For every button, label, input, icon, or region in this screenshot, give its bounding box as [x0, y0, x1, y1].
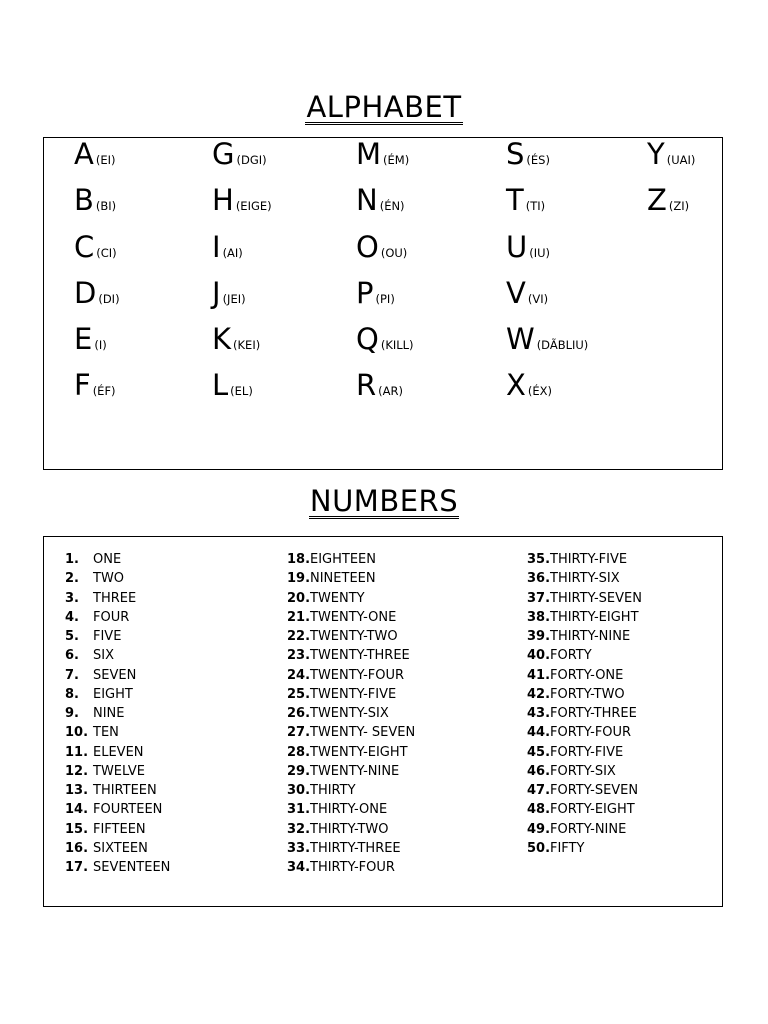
number-digit: 44. [527, 725, 551, 741]
letter-pronunciation: (ÉX) [527, 384, 552, 398]
number-word: NINE [93, 706, 125, 721]
letter-entry [647, 184, 689, 216]
numbers-column-2 [287, 550, 415, 877]
number-word: THIRTY-TWO [310, 821, 389, 837]
number-digit: 7. [65, 667, 79, 683]
number-word: TEN [93, 725, 119, 741]
letter-entry [212, 277, 246, 309]
letter-glyph: X [506, 368, 526, 402]
letter-glyph: B [74, 183, 94, 217]
letter-pronunciation: (ÉS) [526, 153, 550, 167]
letter-pronunciation: (PI) [375, 292, 395, 306]
number-word: SEVEN [93, 667, 137, 683]
number-word: FOURTEEN [93, 802, 163, 818]
letter-entry [506, 277, 548, 309]
alphabet-box [43, 137, 723, 470]
number-digit: 26. [287, 706, 311, 721]
number-digit: 31. [287, 802, 311, 818]
number-word: TWENTY-FOUR [310, 667, 405, 683]
number-item [65, 589, 170, 608]
letter-pronunciation: (BI) [95, 199, 117, 213]
number-digit: 19. [287, 571, 311, 587]
number-digit: 27. [287, 725, 311, 741]
number-item [65, 743, 170, 762]
letter-entry [356, 323, 414, 355]
letter-pronunciation: (EI) [95, 153, 116, 167]
number-digit: 13. [65, 783, 89, 798]
number-digit: 25. [287, 686, 311, 702]
number-digit: 32. [287, 821, 311, 837]
letter-glyph: P [356, 276, 374, 310]
number-digit: 14. [65, 802, 89, 818]
number-item [287, 627, 415, 646]
letter-entry [506, 231, 550, 263]
number-word: TWENTY-FIVE [310, 686, 397, 702]
letter-glyph: I [212, 230, 221, 264]
number-word: TWENTY-TWO [310, 629, 398, 644]
number-digit: 47. [527, 783, 551, 798]
number-item [287, 589, 415, 608]
number-item [527, 666, 642, 685]
numbers-column-3 [527, 550, 642, 858]
numbers-column-1 [65, 550, 170, 877]
number-digit: 41. [527, 667, 551, 683]
number-word: TWENTY-THREE [310, 648, 410, 664]
number-digit: 21. [287, 609, 311, 625]
letter-glyph: D [74, 276, 97, 310]
number-item [287, 550, 415, 569]
number-word: THIRTY-ONE [310, 802, 388, 818]
number-digit: 42. [527, 686, 551, 702]
letter-entry [212, 231, 243, 263]
number-item [65, 550, 170, 569]
number-word: EIGHTEEN [310, 552, 376, 567]
number-digit: 45. [527, 744, 551, 760]
number-word: FORTY-FIVE [550, 744, 624, 760]
letter-entry [647, 138, 695, 170]
letter-entry [74, 369, 116, 401]
number-item [527, 550, 642, 569]
number-word: TWELVE [93, 763, 145, 779]
number-digit: 23. [287, 648, 311, 664]
number-digit: 3. [65, 590, 79, 606]
number-item [287, 820, 415, 839]
number-item [65, 569, 170, 588]
number-word: FORTY-SIX [550, 763, 616, 779]
letter-pronunciation: (ÉF) [92, 384, 116, 398]
letter-pronunciation: (CI) [96, 246, 117, 260]
letter-glyph: F [74, 368, 91, 402]
number-item [287, 839, 415, 858]
number-word: NINETEEN [310, 571, 376, 587]
number-digit: 1. [65, 552, 79, 567]
number-word: EIGHT [93, 686, 133, 702]
letter-glyph: L [212, 368, 229, 402]
number-digit: 30. [287, 783, 311, 798]
number-item [527, 762, 642, 781]
number-item [287, 704, 415, 723]
number-item [65, 666, 170, 685]
letter-entry [356, 277, 395, 309]
number-item [65, 685, 170, 704]
letter-glyph: Z [647, 183, 667, 217]
letter-glyph: T [506, 183, 524, 217]
letter-pronunciation: (UAI) [666, 153, 696, 167]
number-word: TWENTY- SEVEN [310, 725, 416, 741]
number-word: FIVE [93, 629, 122, 644]
number-digit: 18. [287, 552, 311, 567]
number-item [287, 743, 415, 762]
number-digit: 12. [65, 763, 89, 779]
letter-pronunciation: (DÃBLIU) [536, 338, 589, 352]
number-word: THIRTY-NINE [550, 629, 631, 644]
letter-entry [356, 184, 405, 216]
number-item [287, 762, 415, 781]
letter-glyph: Y [647, 137, 665, 171]
letter-entry [74, 231, 117, 263]
number-word: TWENTY [310, 590, 365, 606]
number-item [287, 858, 415, 877]
number-item [65, 646, 170, 665]
number-digit: 50. [527, 840, 551, 856]
number-digit: 20. [287, 590, 311, 606]
number-word: FIFTY [550, 840, 585, 856]
number-digit: 17. [65, 860, 89, 875]
alphabet-title-text: ALPHABET [306, 90, 462, 124]
number-item [65, 608, 170, 627]
number-digit: 5. [65, 629, 79, 644]
number-item [527, 800, 642, 819]
letter-glyph: K [212, 322, 232, 356]
number-item [287, 781, 415, 800]
number-digit: 40. [527, 648, 551, 664]
letter-glyph: M [356, 137, 382, 171]
letter-entry [74, 277, 120, 309]
letter-glyph: G [212, 137, 235, 171]
number-digit: 37. [527, 590, 551, 606]
number-word: FORTY [550, 648, 592, 664]
number-item [65, 858, 170, 877]
letter-pronunciation: (EIGE) [235, 199, 272, 213]
number-digit: 9. [65, 706, 79, 721]
letter-entry [506, 323, 588, 355]
number-word: THREE [93, 590, 137, 606]
number-digit: 46. [527, 763, 551, 779]
number-item [65, 627, 170, 646]
letter-pronunciation: (KEI) [233, 338, 261, 352]
letter-entry [506, 138, 550, 170]
letter-pronunciation: (JEI) [222, 292, 246, 306]
number-item [287, 723, 415, 742]
letter-entry [506, 184, 545, 216]
letter-pronunciation: (AR) [378, 384, 403, 398]
number-item [65, 820, 170, 839]
letter-glyph: H [212, 183, 234, 217]
number-item [527, 781, 642, 800]
number-item [527, 820, 642, 839]
letter-entry [74, 323, 107, 355]
number-word: THIRTY-FOUR [310, 860, 395, 875]
number-word: FORTY-THREE [550, 706, 637, 721]
number-word: THIRTY-SIX [550, 571, 620, 587]
letter-pronunciation: (TI) [525, 199, 546, 213]
number-digit: 8. [65, 686, 79, 702]
letter-pronunciation: (KILL) [380, 338, 414, 352]
letter-entry [356, 138, 409, 170]
letter-pronunciation: (AI) [222, 246, 243, 260]
letter-glyph: J [212, 276, 221, 310]
letter-glyph: V [506, 276, 526, 310]
number-item [287, 569, 415, 588]
letter-glyph: U [506, 230, 528, 264]
letter-glyph: N [356, 183, 378, 217]
number-word: FORTY-EIGHT [550, 802, 635, 818]
letter-glyph: S [506, 137, 525, 171]
number-word: FIFTEEN [93, 821, 146, 837]
letter-glyph: W [506, 322, 535, 356]
numbers-title [0, 484, 768, 519]
letter-glyph: R [356, 368, 377, 402]
number-item [527, 839, 642, 858]
number-word: FORTY-TWO [550, 686, 625, 702]
number-word: THIRTEEN [93, 783, 157, 798]
number-item [65, 723, 170, 742]
number-word: FORTY-FOUR [550, 725, 632, 741]
number-item [287, 800, 415, 819]
letter-entry [356, 369, 403, 401]
number-digit: 22. [287, 629, 311, 644]
number-word: THIRTY-FIVE [550, 552, 628, 567]
number-item [65, 762, 170, 781]
number-word: FORTY-SEVEN [550, 783, 639, 798]
number-word: THIRTY-THREE [310, 840, 401, 856]
letter-glyph: C [74, 230, 95, 264]
number-item [527, 685, 642, 704]
number-item [287, 685, 415, 704]
number-item [527, 627, 642, 646]
number-digit: 16. [65, 840, 89, 856]
letter-pronunciation: (ÉN) [379, 199, 405, 213]
number-digit: 10. [65, 725, 89, 741]
letter-entry [74, 184, 116, 216]
letter-pronunciation: (IU) [529, 246, 551, 260]
letter-pronunciation: (I) [94, 338, 107, 352]
number-item [527, 723, 642, 742]
letter-entry [212, 369, 253, 401]
number-word: TWENTY-ONE [310, 609, 397, 625]
number-digit: 48. [527, 802, 551, 818]
number-word: THIRTY-EIGHT [550, 609, 639, 625]
letter-entry [212, 138, 267, 170]
numbers-box [43, 536, 723, 907]
number-word: SIXTEEN [93, 840, 148, 856]
letter-entry [212, 323, 260, 355]
number-digit: 43. [527, 706, 551, 721]
number-digit: 33. [287, 840, 311, 856]
letter-glyph: Q [356, 322, 379, 356]
number-digit: 39. [527, 629, 551, 644]
number-digit: 36. [527, 571, 551, 587]
letter-glyph: O [356, 230, 379, 264]
number-digit: 4. [65, 609, 79, 625]
number-word: SIX [93, 648, 114, 664]
letter-entry [506, 369, 552, 401]
number-word: TWENTY-SIX [310, 706, 389, 721]
number-item [527, 569, 642, 588]
number-word: THIRTY-SEVEN [550, 590, 642, 606]
number-item [287, 608, 415, 627]
letter-pronunciation: (ÉM) [383, 153, 410, 167]
letter-entry [74, 138, 115, 170]
number-word: TWENTY-NINE [310, 763, 400, 779]
number-item [65, 839, 170, 858]
number-digit: 6. [65, 648, 79, 664]
number-item [527, 704, 642, 723]
number-digit: 15. [65, 821, 89, 837]
number-word: TWENTY-EIGHT [310, 744, 408, 760]
number-digit: 11. [65, 744, 89, 760]
letter-pronunciation: (DI) [98, 292, 120, 306]
numbers-title-text: NUMBERS [309, 484, 459, 518]
number-digit: 35. [527, 552, 551, 567]
number-digit: 24. [287, 667, 311, 683]
number-item [65, 781, 170, 800]
number-digit: 49. [527, 821, 551, 837]
letter-entry [212, 184, 272, 216]
letter-pronunciation: (ZI) [668, 199, 690, 213]
letter-glyph: E [74, 322, 93, 356]
number-item [527, 608, 642, 627]
number-item [287, 666, 415, 685]
number-word: SEVENTEEN [93, 860, 171, 875]
number-item [65, 704, 170, 723]
number-word: THIRTY [310, 783, 356, 798]
number-item [287, 646, 415, 665]
number-word: ELEVEN [93, 744, 144, 760]
letter-glyph: A [74, 137, 94, 171]
number-item [65, 800, 170, 819]
number-digit: 38. [527, 609, 551, 625]
number-digit: 2. [65, 571, 79, 587]
letter-pronunciation: (EL) [230, 384, 253, 398]
number-digit: 28. [287, 744, 311, 760]
number-item [527, 646, 642, 665]
number-item [527, 589, 642, 608]
number-item [527, 743, 642, 762]
letter-pronunciation: (VI) [527, 292, 549, 306]
number-digit: 34. [287, 860, 311, 875]
number-word: TWO [93, 571, 125, 587]
number-word: FORTY-NINE [550, 821, 627, 837]
number-word: FOUR [93, 609, 130, 625]
letter-pronunciation: (DGI) [236, 153, 267, 167]
number-word: ONE [93, 552, 122, 567]
number-digit: 29. [287, 763, 311, 779]
letter-entry [356, 231, 407, 263]
letter-pronunciation: (OU) [380, 246, 408, 260]
alphabet-title [0, 90, 768, 125]
number-word: FORTY-ONE [550, 667, 624, 683]
